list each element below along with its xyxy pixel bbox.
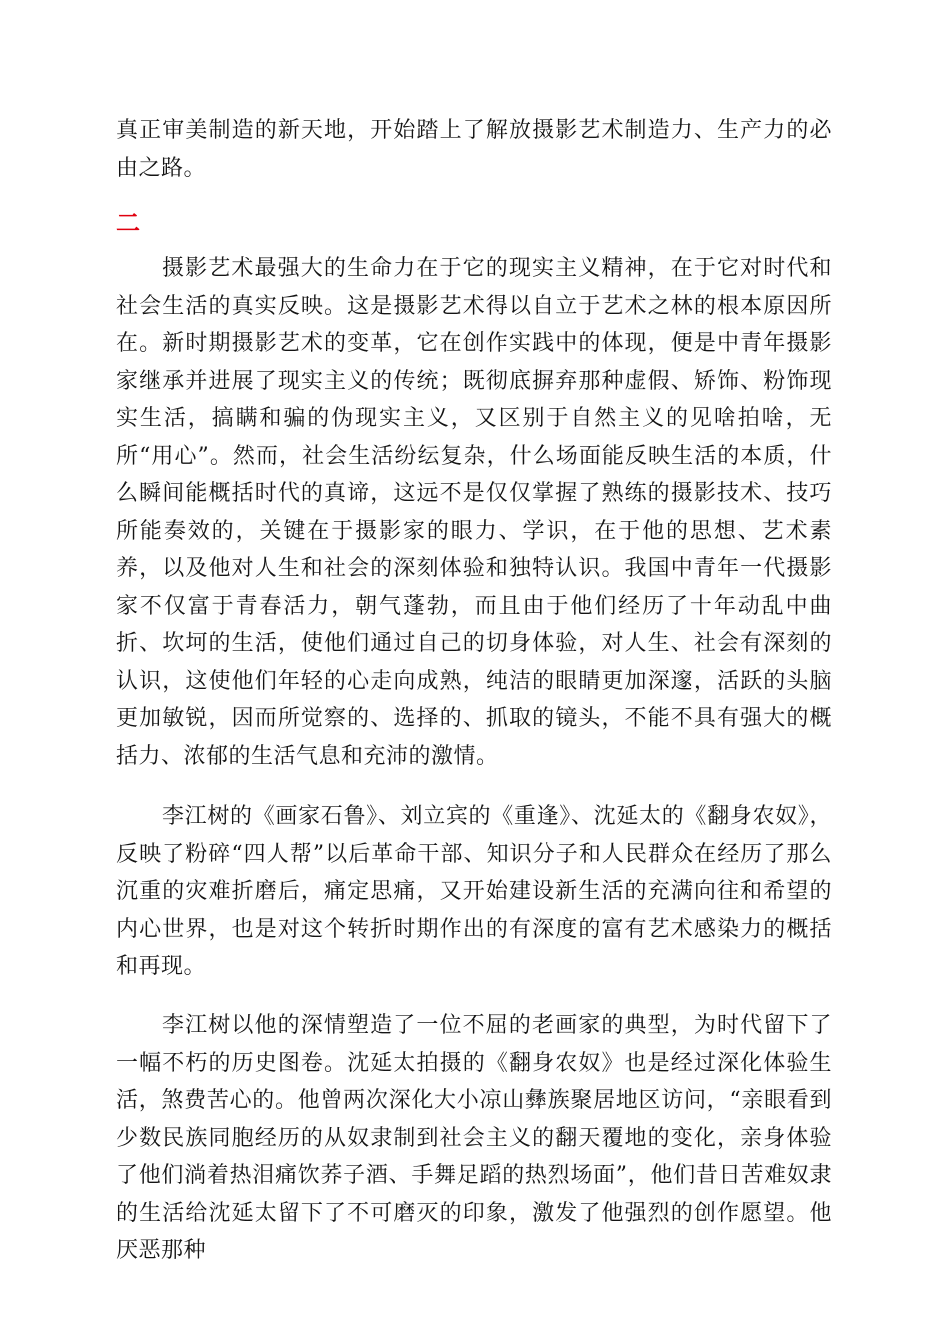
paragraph-realism: 摄影艺术最强大的生命力在于它的现实主义精神，在于它对时代和社会生活的真实反映。这是摄影艺术得以自立于艺术之林的根本原因所在。新时期摄影艺术的变革，它在创作实践中的体现，便是中青年摄影家继承并进展了现实主义的传统；既彻底摒弃那种虚假、矫饰、粉饰现实生活，搞瞒和骗的伪现实主义，又区别于自然主义的见啥拍啥，无所“用心”。然而，社会生活纷纭复杂，什么场面能反映生活的本质，什么瞬间能概括时代的真谛，这远不是仅仅掌握了熟练的摄影技术、技巧所能奏效的，关键在于摄影家的眼力、学识，在于他的思想、艺术素养，以及他对人生和社会的深刻体验和独特认识。我国中青年一代摄影家不仅富于青春活力，朝气蓬勃，而且由于他们经历了十年动乱中曲折、坎坷的生活，使他们通过自己的切身体验，对人生、社会有深刻的认识，这使他们年轻的心走向成熟，纯洁的眼睛更加深邃，活跃的头脑更加敏锐，因而所觉察的、选择的、抓取的镜头，不能不具有强大的概括力、浓郁的生活气息和充沛的激情。 — [116, 256, 832, 769]
section-heading: 二 — [116, 208, 140, 237]
paragraph-li-jiangshu: 李江树以他的深情塑造了一位不屈的老画家的典型，为时代留下了一幅不朽的历史图卷。沈延太拍摄的《翻身农奴》也是经过深化体验生活，煞费苦心的。他曾两次深化大小凉山彝族聚居地区访问，“亲眼看到少数民族同胞经历的从奴隶制到社会主义的翻天覆地的变化，亲身体验了他们淌着热泪痛饮荞子酒、手舞足蹈的热烈场面”，他们昔日苦难奴隶的生活给沈延太留下了不可磨灭的印象，激发了他强烈的创作愿望。他厌恶那种 — [116, 1013, 832, 1263]
paragraph-continuation: 真正审美制造的新天地，开始踏上了解放摄影艺术制造力、生产力的必由之路。 — [116, 118, 832, 181]
paragraph-works: 李江树的《画家石鲁》、刘立宾的《重逢》、沈延太的《翻身农奴》，反映了粉碎“四人帮”以后革命干部、知识分子和人民群众在经历了那么沉重的灾难折磨后，痛定思痛，又开始建设新生活的充满向往和希望的内心世界，也是对这个转折时期作出的有深度的富有艺术感染力的概括和再现。 — [116, 804, 832, 979]
